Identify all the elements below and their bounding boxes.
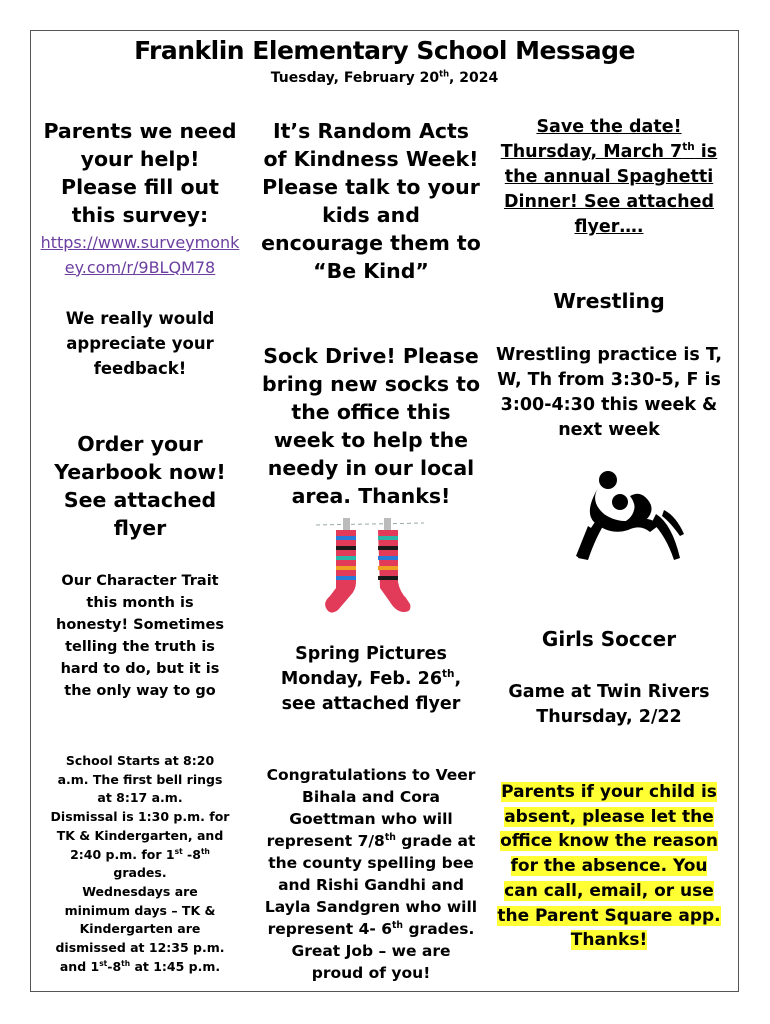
feedback-text: We really would appreciate your feedback! bbox=[65, 309, 215, 378]
wrestling-text: Wrestling practice is T, W, Th from 3:30-5, F is 3:00-4:30 this week & next week bbox=[496, 345, 722, 440]
soccer-text: Game at Twin Rivers Thursday, 2/22 bbox=[508, 682, 710, 727]
page-date: Tuesday, February 20th, 2024 bbox=[270, 68, 499, 86]
sock-drive: Sock Drive! Please bring new socks to the office this week to help the needy in our local area. Thanks! bbox=[261, 344, 481, 508]
spelling-bee-congrats: Congratulations to Veer Bihala and Cora Goettman who will represent 7/8th grade at the county spelling bee and Rishi Gandhi and Layla Sandgren who will represent 4- 6th grades. Great Job – we are proud of you! bbox=[264, 766, 478, 982]
socks-icon bbox=[316, 516, 424, 614]
yearbook-notice: Order your Yearbook now! See attached flyer bbox=[54, 432, 226, 540]
kindness-week: It’s Random Acts of Kindness Week! Please talk to your kids and encourage them to “Be Kind” bbox=[261, 119, 481, 283]
school-schedule: School Starts at 8:20 a.m. The first bell rings at 8:17 a.m. Dismissal is 1:30 p.m. for TK & Kindergarten, and 2:40 p.m. for 1st -8th grades. Wednesdays are minimum days – TK & Kindergarten are dismissed at 12:35 p.m. and 1st-8th at 1:45 p.m. bbox=[50, 753, 230, 974]
character-trait: Our Character Trait this month is honesty! Sometimes telling the truth is hard to do, but it is the only way to go bbox=[56, 573, 224, 699]
save-the-date: Save the date! Thursday, March 7th is the annual Spaghetti Dinner! See attached flyer…. bbox=[500, 117, 718, 237]
survey-heading: Parents we need your help! Please fill out this survey: bbox=[43, 119, 237, 227]
survey-link[interactable]: https://www.surveymonkey.com/r/9BLQM78 bbox=[40, 233, 240, 277]
absence-notice: Parents if your child is absent, please let the office know the reason for the absence. You can call, email, or use the Parent Square app. Thanks! bbox=[497, 782, 721, 951]
spring-pictures: Spring Pictures Monday, Feb. 26th, see attached flyer bbox=[280, 644, 462, 714]
page-title: Franklin Elementary School Message bbox=[134, 36, 635, 65]
soccer-heading: Girls Soccer bbox=[541, 627, 677, 651]
wrestlers-icon bbox=[568, 466, 690, 564]
wrestling-heading: Wrestling bbox=[553, 289, 665, 313]
